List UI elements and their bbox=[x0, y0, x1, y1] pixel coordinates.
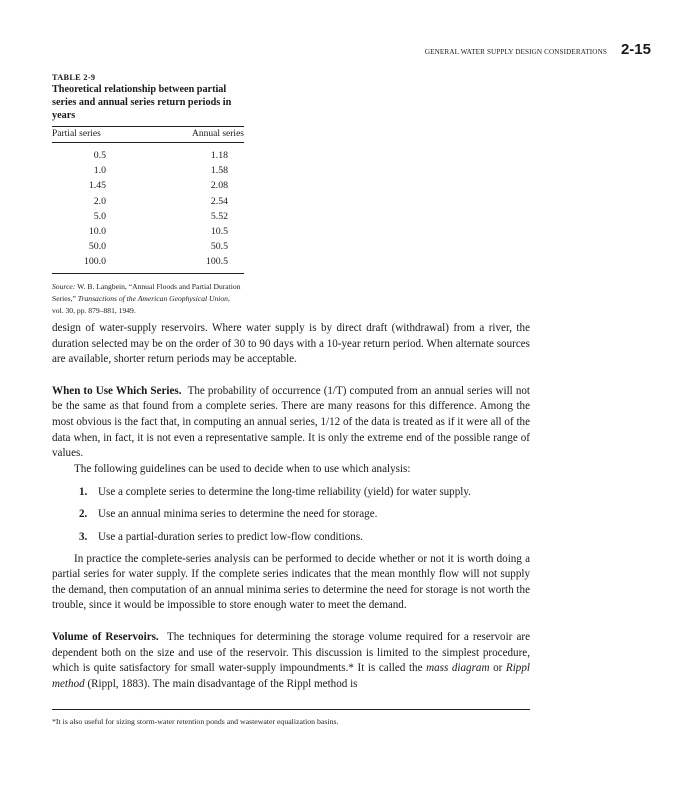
cell-partial: 2.0 bbox=[93, 195, 106, 207]
table-row bbox=[52, 163, 244, 178]
source-text: vol. 30, pp. 879–881, 1949. bbox=[52, 306, 136, 316]
paragraph-text: The techniques for determining the storage volume required for a reservoir are dependent both on the size and use of the reservoir. This discussion is limited to the simplest procedure, which is quite satisfactory for small water-supply impoundments.* It is called the bbox=[52, 631, 531, 675]
footnote: *It is also useful for sizing storm-water retention ponds and wastewater equalization basins. bbox=[52, 717, 339, 726]
paragraph: The following guidelines can be used to decide when to use which analysis: bbox=[74, 462, 411, 475]
table-title bbox=[52, 83, 244, 122]
section-run-in-head: When to Use Which Series. bbox=[52, 384, 182, 397]
cell-annual: 10.5 bbox=[210, 226, 228, 238]
table-row bbox=[52, 194, 244, 209]
cell-partial: 50.0 bbox=[88, 241, 106, 253]
list-text: Use a complete series to determine the long-time reliability (yield) for water supply. bbox=[98, 486, 471, 499]
running-title: GENERAL WATER SUPPLY DESIGN CONSIDERATIONS bbox=[424, 48, 607, 56]
cell-annual: 50.5 bbox=[210, 241, 228, 253]
paragraph-text: The probability of occurrence (1/T) computed from an annual series will not be the same as that found from a complete series. There are many reasons for this difference. Among the most obvious is the fact that, in computing an annual series, 1/12 of the data is treated as if it were all of the data when, in fact, it is not even a representative sample. It is only the extreme end of the possible range of values. bbox=[52, 384, 530, 460]
emphasis-term: Rippl method bbox=[52, 662, 530, 690]
column-header-annual: Annual series bbox=[192, 129, 244, 139]
running-head bbox=[425, 41, 651, 58]
list-number: 2. bbox=[79, 508, 88, 521]
source-journal: Transactions of the American Geophysical Union, bbox=[77, 293, 230, 303]
paragraph: In practice the complete-series analysis can be performed to decide whether or not it is worth doing a partial series for water supply. If the complete series indicates that the mean monthly flow will not supply the demand, then computation of an annual minima series to determine the need for storage is not worth the trouble, since it would be impossible to store enough water to meet the demand. bbox=[52, 552, 530, 612]
paragraph-text: or bbox=[493, 662, 503, 675]
list-text: Use a partial-duration series to predict low-flow conditions. bbox=[98, 530, 363, 543]
table-header-row bbox=[52, 127, 244, 142]
table-title-line: series and annual series return periods in years bbox=[52, 97, 232, 121]
cell-annual: 5.52 bbox=[210, 210, 228, 222]
source-text: Series,” bbox=[52, 293, 76, 303]
footnote-rule bbox=[52, 709, 530, 710]
column-header-partial: Partial series bbox=[52, 129, 101, 139]
cell-annual: 1.18 bbox=[210, 150, 228, 161]
page-number: 2-15 bbox=[620, 41, 651, 58]
paragraph-text: (Rippl, 1883). The main disadvantage of the Rippl method is bbox=[87, 677, 358, 690]
table-row bbox=[52, 224, 244, 239]
paragraph-which-series bbox=[52, 384, 530, 462]
cell-annual: 2.08 bbox=[210, 180, 228, 192]
table-row bbox=[52, 254, 244, 269]
table-2-9 bbox=[52, 72, 244, 317]
paragraph: design of water-supply reservoirs. Where water supply is by direct draft (withdrawal) from a river, the duration selected may be on the order of 30 to 90 days with a 10-year return period. When alternate sources are available, shorter return periods may be acceptable. bbox=[52, 322, 530, 366]
cell-partial: 100.0 bbox=[83, 256, 106, 268]
guidelines-list bbox=[52, 485, 530, 545]
cell-partial: 0.5 bbox=[93, 150, 106, 161]
list-number: 1. bbox=[79, 486, 88, 499]
source-label: Source: bbox=[52, 281, 76, 291]
cell-partial: 5.0 bbox=[93, 210, 106, 222]
cell-annual: 1.58 bbox=[210, 165, 228, 177]
table-row bbox=[52, 178, 244, 193]
table-label: TABLE 2-9 bbox=[52, 73, 96, 82]
cell-partial: 10.0 bbox=[88, 226, 106, 238]
table-source-note bbox=[52, 281, 312, 318]
list-item bbox=[79, 530, 530, 546]
table-bottom-rule bbox=[52, 273, 244, 274]
list-number: 3. bbox=[79, 530, 88, 543]
table-row bbox=[52, 209, 244, 224]
table-row bbox=[52, 239, 244, 254]
emphasis-term: mass diagram bbox=[426, 662, 490, 675]
section-run-in-head: Volume of Reservoirs. bbox=[52, 631, 159, 643]
cell-partial: 1.45 bbox=[88, 180, 106, 192]
cell-partial: 1.0 bbox=[93, 165, 106, 177]
paragraph-volume-reservoirs bbox=[52, 630, 530, 692]
list-item bbox=[79, 507, 530, 523]
cell-annual: 2.54 bbox=[210, 195, 228, 207]
table-body bbox=[52, 143, 244, 273]
list-item bbox=[79, 485, 530, 501]
source-text: W. B. Langbein, “Annual Floods and Partial Duration bbox=[77, 281, 241, 291]
body-text bbox=[52, 321, 530, 692]
list-text: Use an annual minima series to determine the need for storage. bbox=[98, 508, 378, 521]
cell-annual: 100.5 bbox=[205, 256, 228, 268]
table-title-line: Theoretical relationship between partial bbox=[52, 84, 227, 95]
table-row bbox=[52, 148, 244, 163]
